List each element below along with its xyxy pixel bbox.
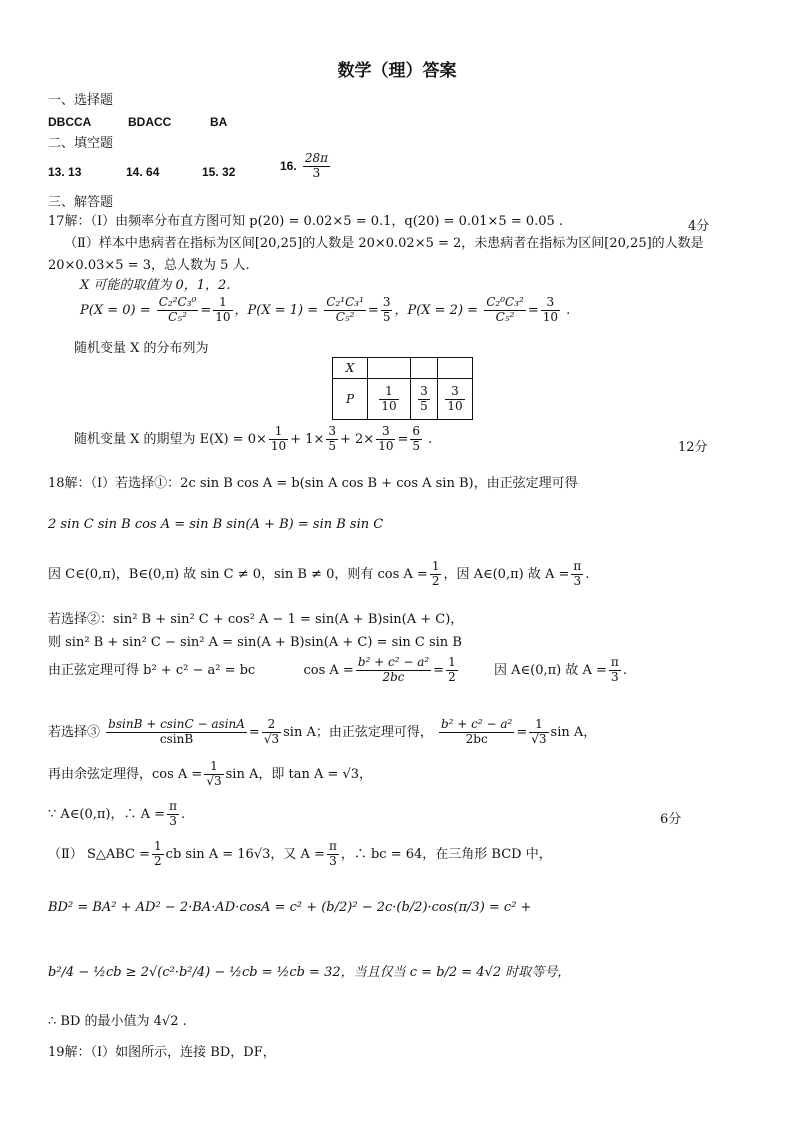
- section-choice-heading: 一、选择题: [48, 93, 114, 108]
- q18-line12: b²/4 − ½cb ≥ 2√(c²·b²/4) − ½cb = ½cb = 32，当且仅当 c = b/2 = 4√2 时取等号，: [48, 965, 571, 980]
- table-x-header: X: [333, 358, 368, 379]
- q18-score-6: 6分: [660, 812, 682, 827]
- fill-answer-15: 15. 32: [202, 165, 236, 179]
- q18-line8: 再由余弦定理得，cos A = $\frac{1}{√3}$ sin A，即 tan A = √3，: [48, 759, 373, 788]
- q17-expectation: 随机变量 X 的期望为 E(X) = 0× $\frac{1}{10}$ + 1× $\frac{3}{5}$ + 2× $\frac{3}{10}$ = $\frac{6}{5}$ .: [74, 424, 433, 453]
- choice-answers-2: BDACC: [128, 115, 172, 129]
- q17-line4: X 可能的取值为 0，1，2.: [80, 278, 231, 293]
- fill-16-fraction: $\frac{28\pi}{3}$: [304, 151, 328, 180]
- table-cell-p1: $\frac{3}{5}$: [411, 379, 438, 420]
- q18-line5: 则 sin² B + sin² C − sin² A = sin(A + B)sin(A + C) = sin C sin B: [48, 635, 462, 650]
- q17-score-12: 12分: [678, 440, 708, 455]
- fill-answer-16: [280, 152, 332, 181]
- table-cell-p2: $\frac{3}{10}$: [438, 379, 473, 420]
- q17-line6: 随机变量 X 的分布列为: [74, 341, 209, 356]
- fill-answer-13: 13. 13: [48, 165, 82, 179]
- table-cell-p0: $\frac{1}{10}$: [368, 379, 411, 420]
- choice-answers-1: DBCCA: [48, 115, 92, 129]
- q18-line13: ∴ BD 的最小值为 4√2 .: [48, 1014, 187, 1029]
- table-p-header: P: [333, 379, 368, 420]
- section-solution-heading: 三、解答题: [48, 195, 114, 210]
- q19-line1: 19解：（Ⅰ）如图所示，连接 BD，DF，: [48, 1045, 276, 1060]
- q18-line7: 若选择③ $\frac{bsinB + csinC - asinA}{csinB}$ = $\frac{2}{√3}$ sin A；由正弦定理可得， $\frac{\text{b² + c² − a²}}{2bc}$ = $\frac{1}{√3}$ sin A，: [48, 717, 597, 746]
- q17-line3: 20×0.03×5 = 3，总人数为 5 人.: [48, 258, 250, 273]
- q18-line4: 若选择②：sin² B + sin² C + cos² A − 1 = sin(A + B)sin(A + C)，: [48, 612, 464, 627]
- q18-line11: BD² = BA² + AD² − 2·BA·AD·cosA = c² + (b/2)² − 2c·(b/2)·cos(π/3) = c² +: [48, 900, 532, 915]
- fill-answer-14: 14. 64: [126, 165, 160, 179]
- q18-line9: ∵ A∈(0,π)，∴ A = $\frac{\pi}{3}$ .: [48, 799, 186, 828]
- q17-score-4: 4分: [688, 219, 710, 234]
- q18-line1: 18解：（Ⅰ）若选择①：2c sin B cos A = b(sin A cos B + cos A sin B)，由正弦定理可得: [48, 476, 578, 491]
- section-fill-heading: 二、填空题: [48, 136, 114, 151]
- distribution-table: [332, 357, 473, 420]
- fill-16-label: 16.: [280, 158, 297, 173]
- q17-probabilities: P(X = 0) = $\frac{\text{C₂²C₃⁰}}{\text{C₅²}}$ = $\frac{1}{10}$ ，P(X = 1) = $\frac{\text{C₂¹C₃¹}}{\text{C₅²}}$ = $\frac{3}{5}$ ，P(X = 2) = $\frac{\text{C₂⁰C₃²}}{\text{C₅²}}$ = $\frac{3}{10}$ .: [80, 295, 571, 324]
- q17-line1: 17解：（Ⅰ）由频率分布直方图可知 p(20) = 0.02×5 = 0.1，q(20) = 0.01×5 = 0.05 .: [48, 214, 564, 229]
- q18-line6: 由正弦定理可得 b² + c² − a² = bc cos A = $\frac{\text{b² + c² − a²}}{2bc}$ = $\frac{1}{2}$ 因 A∈(0,π) 故 A = $\frac{\pi}{3}$ .: [48, 655, 627, 684]
- q18-line2: 2 sin C sin B cos A = sin B sin(A + B) = sin B sin C: [48, 517, 384, 532]
- page-title: 数学（理）答案: [337, 61, 457, 80]
- q18-line10: （Ⅱ） S△ABC = $\frac{1}{2}$ cb sin A = 16√3，又 A = $\frac{\pi}{3}$ ，∴ bc = 64，在三角形 BCD 中，: [48, 839, 552, 868]
- choice-answers-3: BA: [210, 115, 228, 129]
- q18-line3: 因 C∈(0,π)，B∈(0,π) 故 sin C ≠ 0，sin B ≠ 0，则有 cos A = $\frac{1}{2}$ ，因 A∈(0,π) 故 A = $\frac{\pi}{3}$ .: [48, 559, 590, 588]
- q17-line2: （Ⅱ）样本中患病者在指标为区间[20,25]的人数是 20×0.02×5 = 2，未患病者在指标为区间[20,25]的人数是: [64, 236, 704, 251]
